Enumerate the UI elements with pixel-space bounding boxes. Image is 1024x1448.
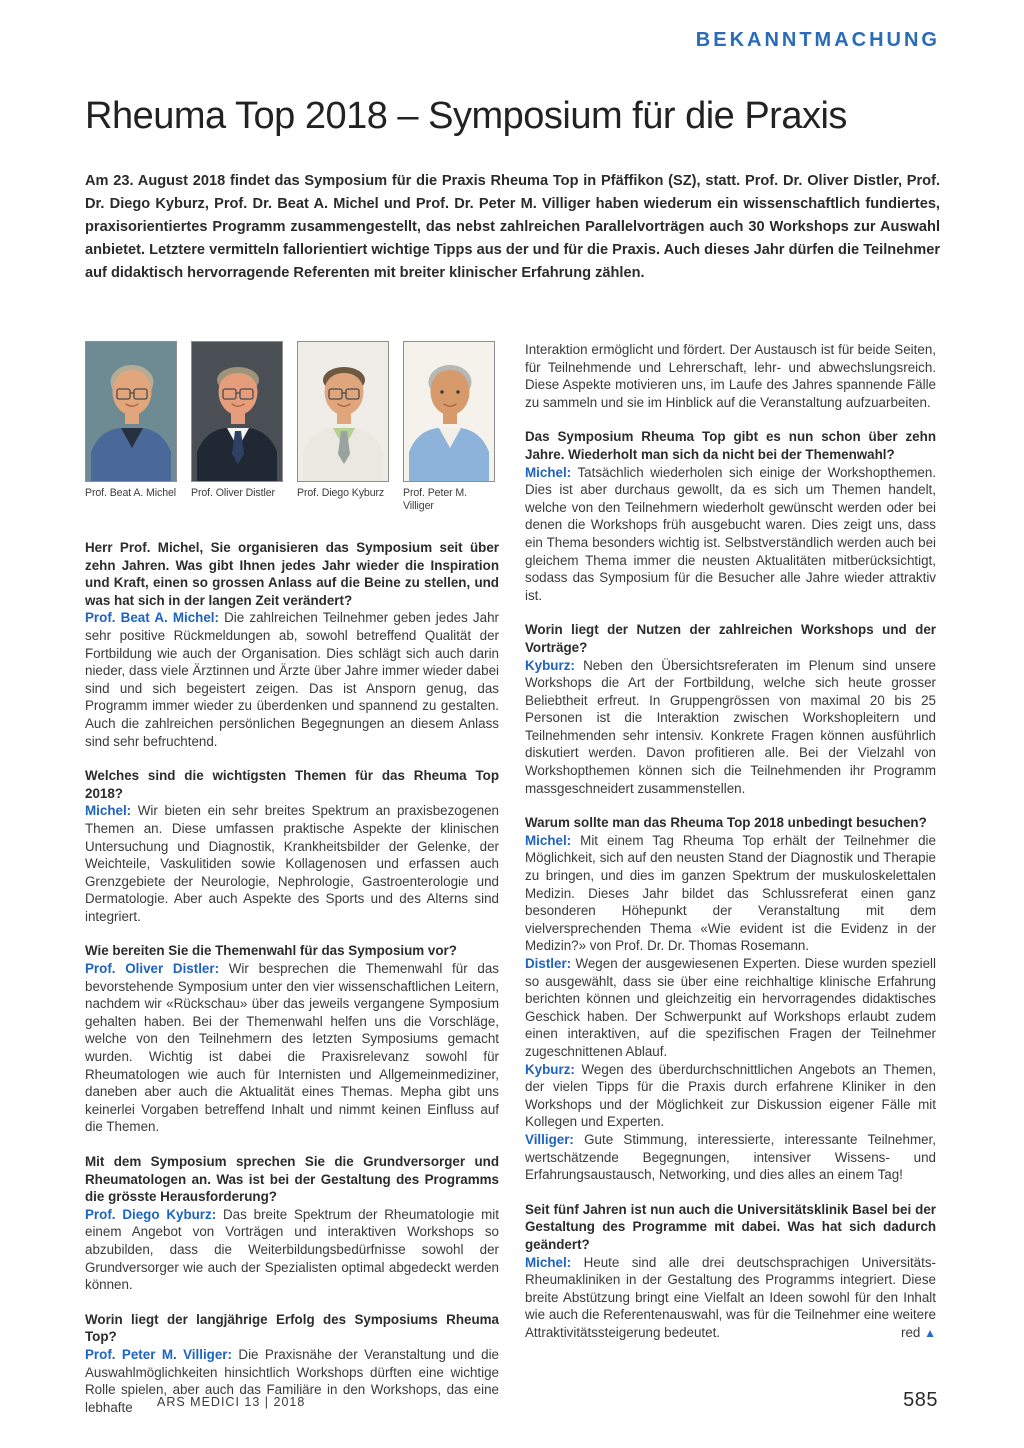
qa-section bbox=[525, 621, 936, 797]
end-triangle-icon: ▲ bbox=[924, 1325, 936, 1340]
interview-answer bbox=[85, 960, 499, 1136]
answer-text: Das breite Spektrum der Rheumatologie mit einem Angebot von Vorträgen und interaktiven Workshops so abzubilden, dass die Weiterbildungsbedürfnisse sowohl der Grundversorger wie auch der Spezialisten optimal abgedeckt werden können. bbox=[85, 1206, 499, 1293]
left-qa-sections bbox=[85, 539, 499, 1416]
portrait-photo bbox=[191, 341, 283, 482]
interview-answer bbox=[85, 609, 499, 750]
speaker-name: Kyburz: bbox=[525, 657, 575, 673]
interview-answer bbox=[85, 802, 499, 925]
portrait-row bbox=[85, 341, 499, 513]
answer-text: Wegen des überdurchschnittlichen Angebots an Themen, der vielen Tipps für die Praxis durch erfahrene Kliniker in den Workshops und der Möglichkeit zur Diskussion eigener Fälle mit Kollegen und Experten. bbox=[525, 1061, 936, 1130]
right-column bbox=[525, 341, 936, 1416]
interview-answer bbox=[525, 955, 936, 1061]
interview-answer bbox=[525, 341, 936, 411]
speaker-name: Michel: bbox=[525, 832, 572, 848]
qa-section bbox=[525, 1201, 936, 1342]
page-number: 585 bbox=[903, 1389, 938, 1411]
portrait-photo bbox=[85, 341, 177, 482]
interview-answer bbox=[525, 1061, 936, 1131]
interview-answer bbox=[525, 464, 936, 605]
answer-text: Wir besprechen die Themenwahl für das bevorstehende Symposium unter den vier wissenschaftlichen Leitern, nachdem wir «Rückschau» über das jeweils vergangene Symposium gehalten haben. Bei der Themenwahl helfen uns die Vorschläge, welche von den Teilnehmern des letzten Symposiums gemacht wurden. Wichtig ist dabei die Praxisrelevanz sowohl für Rheumatologen wie auch für Internisten und Allgemeinmediziner, daneben aber auch die Aktualität eines Themas. Mepha gibt uns keinerlei Vorgaben betreffend Inhalt und nimmt keinen Einfluss auf die Themen. bbox=[85, 961, 499, 1135]
answer-text: Die zahlreichen Teilnehmer geben jedes Jahr sehr positive Rückmeldungen ab, sowohl betreffend Qualität der Fortbildung wie auch der Organisation. Dies schlägt sich auch darin nieder, dass viele Ärztinnen und Ärzte über Jahre immer wieder dabei sind und sich begeistert zeigen. Das ist Ansporn genug, das Programm immer wieder zu überdenken und spannend zu gestalten. Auch die zahlreichen persönlichen Begegnungen an diesem Anlass sind sehr befruchtend. bbox=[85, 610, 499, 749]
end-author-abbr: red bbox=[901, 1324, 921, 1340]
speaker-name: Prof. Peter M. Villiger: bbox=[85, 1346, 232, 1362]
speaker-name: Kyburz: bbox=[525, 1061, 575, 1077]
answer-text: Tatsächlich wiederholen sich einige der Workshopthemen. Dies ist aber durchaus gewollt, da es sich um Themen handelt, welche von den Teilnehmern wiederholt gewünscht werden oder bei denen die Workshops früh ausgebucht waren. Dies zeigt uns, dass ein Thema besonders wichtig ist. Selbstverständlich werden auch bei gleichem Thema immer die neusten Aktualitäten mitberücksichtigt, sodass das Symposium für die Besucher alle Jahre wieder attraktiv ist. bbox=[525, 464, 936, 603]
speaker-name: Michel: bbox=[525, 464, 572, 480]
section-tag: BEKANNTMACHUNG bbox=[695, 29, 940, 51]
qa-section bbox=[525, 341, 936, 411]
answer-text: Wegen der ausgewiesenen Experten. Diese wurden speziell so ausgewählt, dass sie über eine reichhaltige klinische Erfahrung berichten können und gleichzeitig ein hervorragendes didaktisches Geschick haben. Der Schwerpunkt auf Workshops erlaubt zudem einen interaktiven, auf die spezifischen Fragen der Teilnehmer zugeschnittenen Ablauf. bbox=[525, 956, 936, 1059]
answer-text: Neben den Übersichtsreferaten im Plenum sind unsere Workshops die Art der Fortbildung, welche sich heute grosser Beliebtheit erfreut. In Gruppengrössen von maximal 20 bis 25 Personen ist die Interaktion zwischen Workshopleitern und Teilnehmenden sehr intensiv. Konkrete Fragen können ausführlich diskutiert werden. Davon profitieren alle. Bei der Vielzahl von Workshopthemen können sich die Teilnehmenden ihr Programm massgeschneidert zusammenstellen. bbox=[525, 657, 936, 796]
article-columns bbox=[85, 341, 940, 1416]
interview-answer bbox=[85, 1206, 499, 1294]
portrait-figure bbox=[191, 341, 283, 513]
interview-question: Warum sollte man das Rheuma Top 2018 unbedingt besuchen? bbox=[525, 815, 927, 831]
qa-section bbox=[85, 1153, 499, 1294]
speaker-name: Prof. Beat A. Michel: bbox=[85, 610, 219, 626]
interview-answer bbox=[525, 657, 936, 798]
qa-section bbox=[85, 942, 499, 1136]
answer-text: Mit einem Tag Rheuma Top erhält der Teilnehmer die Möglichkeit, sich auf den neusten Stand der Diagnostik und Therapie zu bringen, und dies im ganzen Spektrum der muskuloskelettalen Medizin. Dieses Jahr bildet das Schlussreferat einen ganz besonderen Höhepunkt der Veranstaltung mit dem vielversprechenden Thema «Wie evident ist die Evidenz in der Medizin?» von Prof. Dr. Dr. Thomas Rosemann. bbox=[525, 832, 936, 954]
interview-answer bbox=[525, 832, 936, 955]
journal-info: ARS MEDICI 13 | 2018 bbox=[157, 1395, 306, 1409]
left-column bbox=[85, 341, 499, 1416]
article-end-mark bbox=[901, 1324, 936, 1343]
interview-answer bbox=[525, 1254, 936, 1342]
portrait-figure bbox=[85, 341, 177, 513]
article-lead: Am 23. August 2018 findet das Symposium für die Praxis Rheuma Top in Pfäffikon (SZ), statt. Prof. Dr. Oliver Distler, Prof. Dr. Diego Kyburz, Prof. Dr. Beat A. Michel und Prof. Dr. Peter M. Villiger haben wiederum ein wissenschaftlich fundiertes, praxisorientiertes Programm zusammengestellt, das nebst zahlreichen Parallelvorträgen auch 30 Workshops zur Auswahl anbietet. Letztere vermitteln fallorientiert wichtige Tipps aus der und für die Praxis. Auch dieses Jahr dürfen die Teilnehmer auf didaktisch hervorragende Referenten mit breiter klinischer Erfahrung zählen. bbox=[85, 173, 940, 281]
qa-section bbox=[85, 539, 499, 750]
right-qa-sections bbox=[525, 341, 936, 1341]
speaker-name: Michel: bbox=[525, 1254, 572, 1270]
portrait-photo bbox=[403, 341, 495, 482]
speaker-name: Distler: bbox=[525, 956, 572, 971]
qa-section bbox=[525, 428, 936, 604]
qa-section bbox=[525, 814, 936, 1183]
interview-answer bbox=[525, 1131, 936, 1184]
qa-section bbox=[85, 767, 499, 925]
interview-question: Welches sind die wichtigsten Themen für das Rheuma Top 2018? bbox=[85, 768, 499, 801]
photo-caption: Prof. Diego Kyburz bbox=[297, 487, 385, 499]
speaker-name: Prof. Oliver Distler: bbox=[85, 961, 220, 977]
answer-text: Wir bieten ein sehr breites Spektrum an praxisbezogenen Themen an. Diese umfassen praktische Aspekte der klinischen Untersuchung und Diagnostik, Krankheitsbilder der Gelenke, der Weichteile, Vaskulitiden sowie Kollagenosen und erfassen auch Grenzgebiete der Neurologie, Nephrologie, Gastroenterologie und Dermatologie. Aber auch Aspekte des Sports und des Alterns sind integriert. bbox=[85, 803, 499, 924]
page-footer bbox=[157, 1389, 938, 1412]
photo-caption: Prof. Beat A. Michel bbox=[85, 487, 177, 499]
speaker-name: Prof. Diego Kyburz: bbox=[85, 1206, 217, 1222]
answer-text: Die Praxisnähe der Veranstaltung und die Auswahlmöglichkeiten hinsichtlich Workshops dürften eine wichtige Rolle spielen, aber auch das Familiäre in den Workshops, das eine lebhafte bbox=[85, 1346, 499, 1415]
interview-question: Worin liegt der langjährige Erfolg des Symposiums Rheuma Top? bbox=[85, 1311, 499, 1345]
portrait-photo bbox=[297, 341, 389, 482]
answer-text: Gute Stimmung, interessierte, interessante Teilnehmer, wertschätzende Begegnungen, intensiver Wissens- und Erfahrungsaustausch, Networking, und dies alles an einem Tag! bbox=[525, 1131, 936, 1183]
interview-question: Wie bereiten Sie die Themenwahl für das Symposium vor? bbox=[85, 943, 457, 959]
interview-question: Das Symposium Rheuma Top gibt es nun schon über zehn Jahre. Wiederholt man sich da nicht bei der Themenwahl? bbox=[525, 429, 936, 462]
portrait-figure bbox=[297, 341, 389, 513]
portrait-figure bbox=[403, 341, 495, 513]
article-title: Rheuma Top 2018 – Symposium für die Praxis bbox=[85, 95, 847, 137]
interview-question: Worin liegt der Nutzen der zahlreichen Workshops und der Vorträge? bbox=[525, 622, 936, 655]
speaker-name: Villiger: bbox=[525, 1131, 574, 1147]
photo-caption: Prof. Oliver Distler bbox=[191, 487, 275, 499]
answer-text: Interaktion ermöglicht und fördert. Der Austausch ist für beide Seiten, für Teilnehmende und Lehrerschaft, lehr- und abwechslungsreich. Diese Aspekte motivieren uns, im Laufe des Jahres spannende Fälle zu sammeln und sie im Hinblick auf die Veranstaltung aufzuarbeiten. bbox=[525, 342, 936, 410]
interview-question: Mit dem Symposium sprechen Sie die Grundversorger und Rheumatologen an. Was ist bei der Gestaltung des Programms die grösste Herausforderung? bbox=[85, 1154, 499, 1205]
answer-text: Heute sind alle drei deutschsprachigen Universitäts-Rheumakliniken in der Gestaltung des Programms integriert. Diese breite Abstützung bringt eine Vielfalt an Ideen sowohl für den Inhalt wie auch die Referentenauswahl, was für die Teilnehmer eine weitere Attraktivitätssteigerung bedeutet. bbox=[525, 1254, 936, 1340]
photo-caption: Prof. Peter M. Villiger bbox=[403, 487, 467, 512]
interview-question: Seit fünf Jahren ist nun auch die Universitätsklinik Basel bei der Gestaltung des Programme mit dabei. Was hat sich dadurch geändert? bbox=[525, 1201, 936, 1252]
interview-question: Herr Prof. Michel, Sie organisieren das Symposium seit über zehn Jahren. Was gibt Ihnen jedes Jahr wieder die Inspiration und Kraft, einen so grossen Anlass auf die Beine zu stellen, und was hat sich in der langen Zeit verändert? bbox=[85, 540, 499, 608]
speaker-name: Michel: bbox=[85, 803, 132, 819]
